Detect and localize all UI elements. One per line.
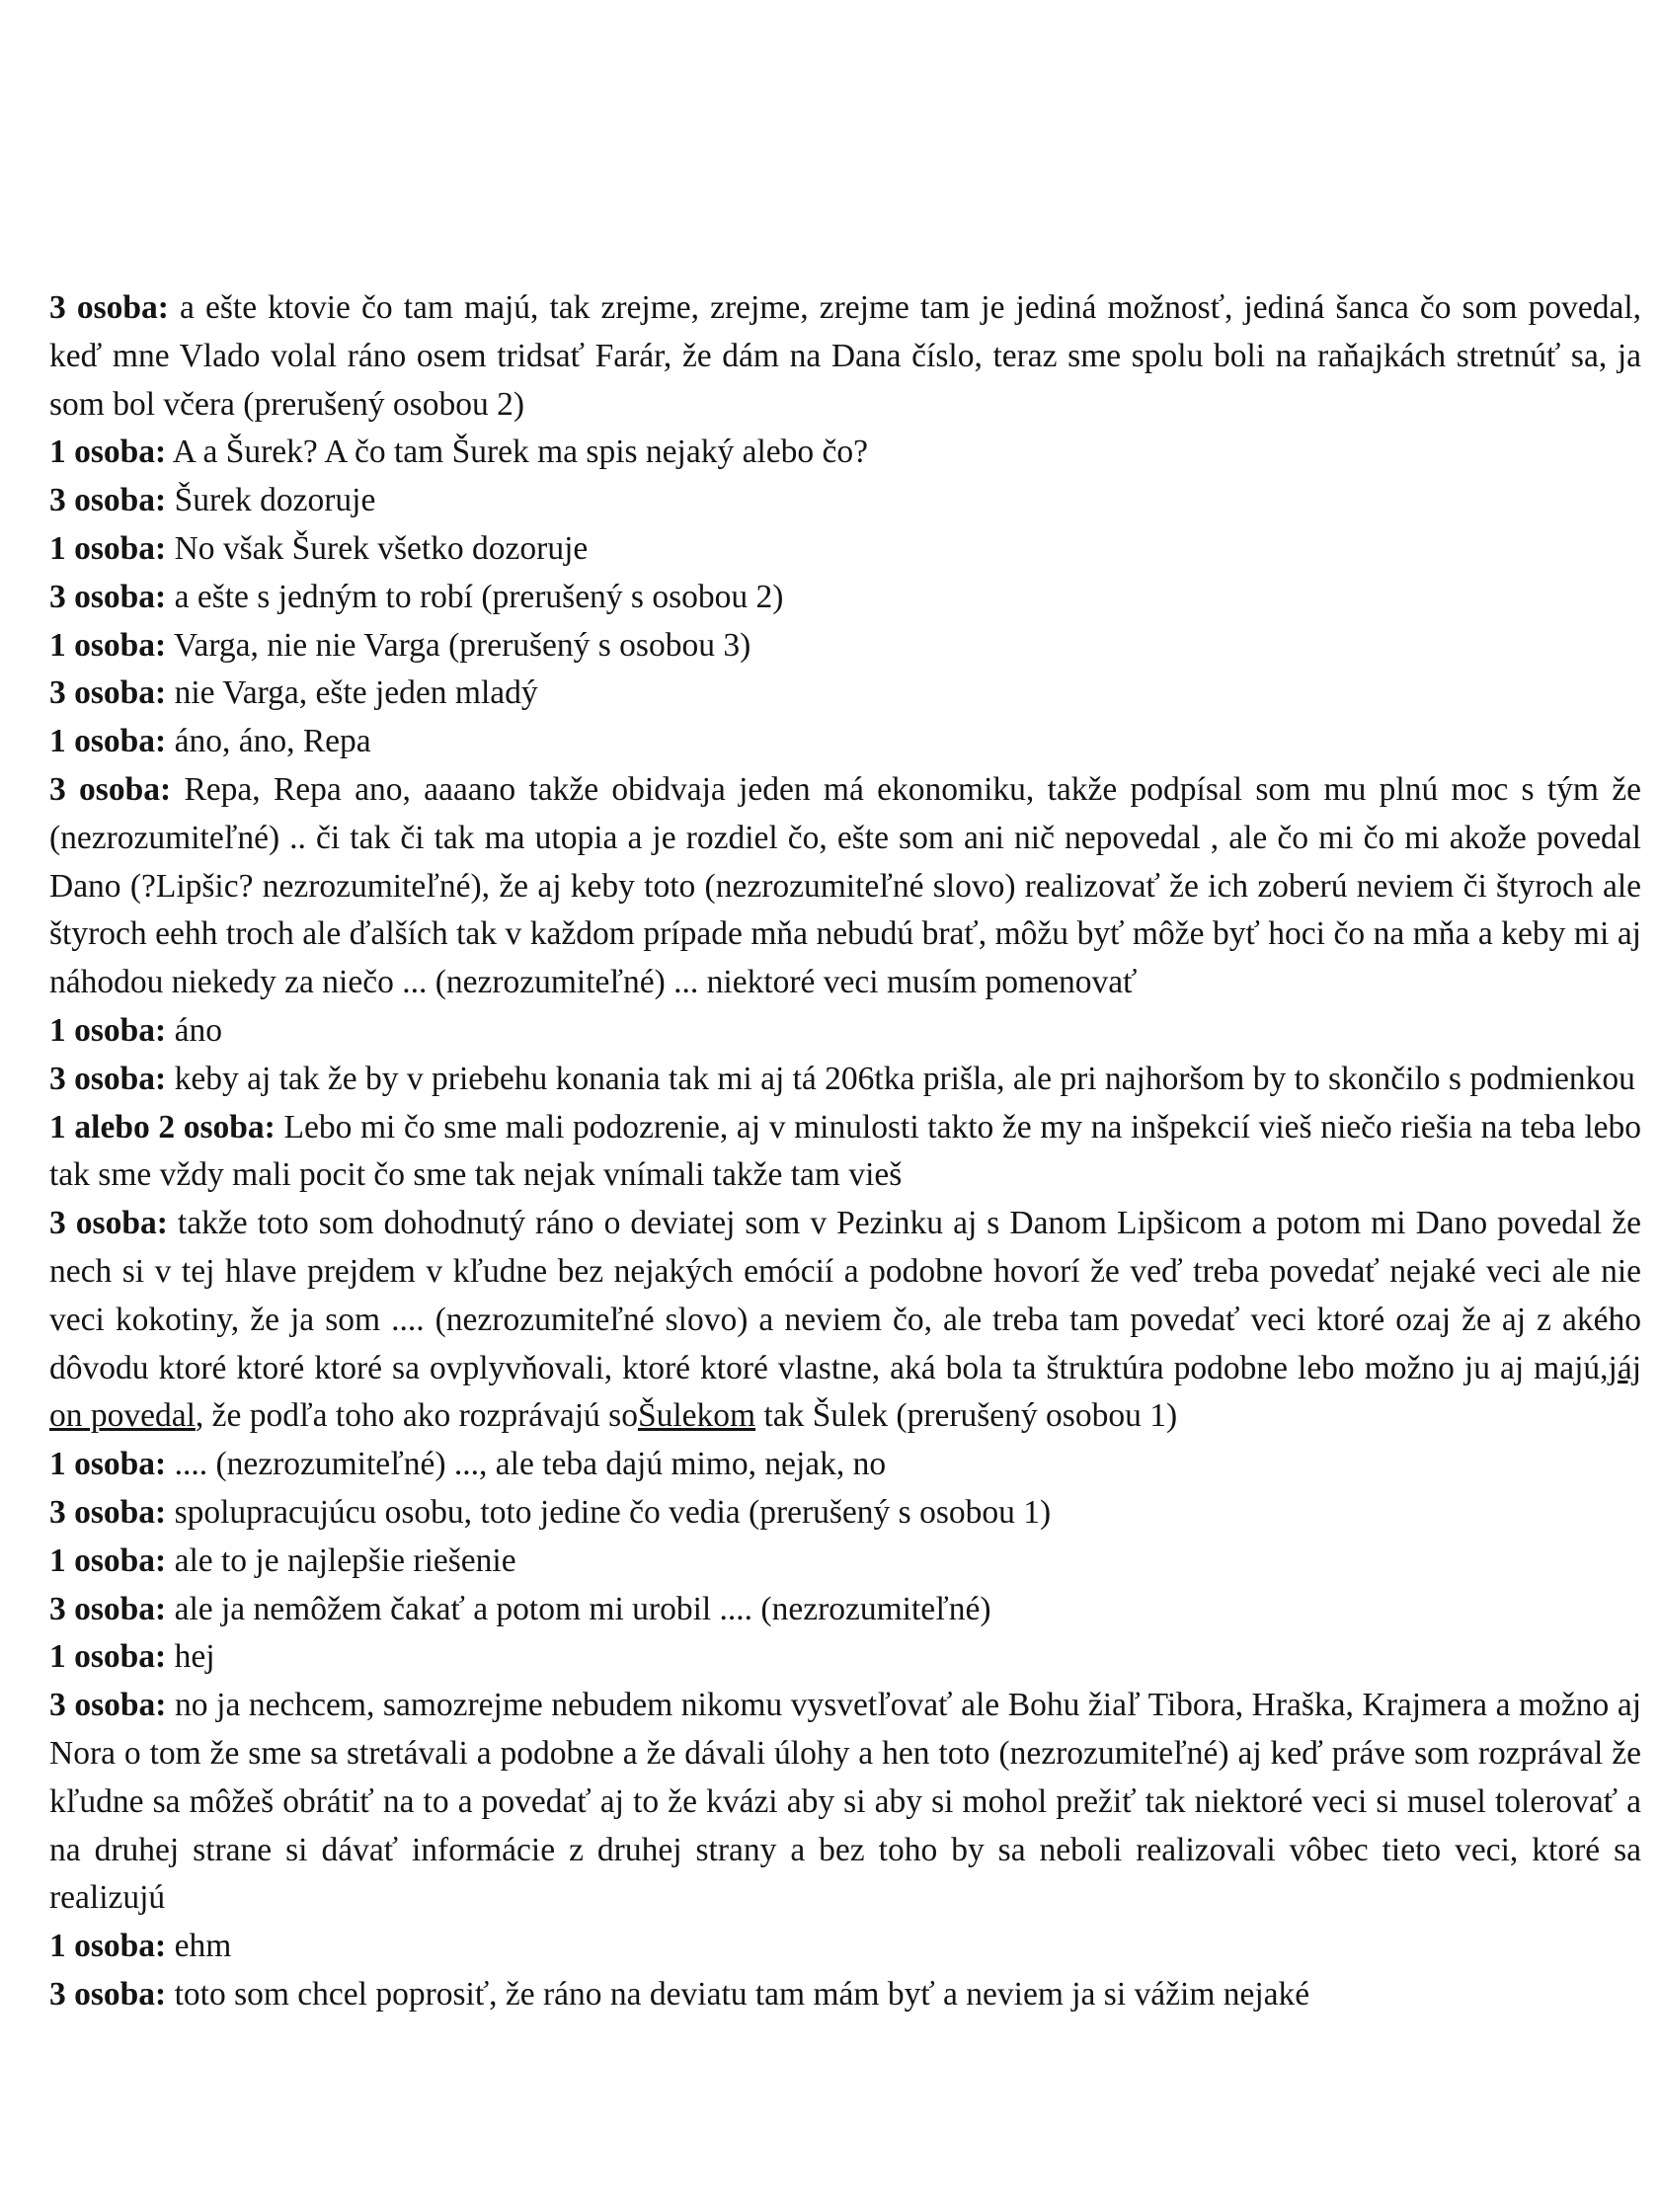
- speaker-label: 1 alebo 2 osoba:: [49, 1108, 276, 1146]
- transcript-turn: [49, 670, 1641, 718]
- utterance-text: hej: [174, 1638, 215, 1676]
- transcript-turn: [49, 1007, 1641, 1056]
- transcript-turn: [49, 1971, 1641, 2019]
- speaker-label: 3 osoba:: [49, 578, 167, 615]
- utterance-text: ale ja nemôžem čakať a potom mi urobil .... (nezrozumiteľné): [174, 1590, 991, 1627]
- utterance-text: nie Varga, ešte jeden mladý: [174, 674, 538, 712]
- speaker-label: 3 osoba:: [49, 1060, 167, 1097]
- utterance-text: Varga, nie nie Varga (prerušený s osobou 3): [173, 626, 751, 664]
- speaker-label: 1 osoba:: [49, 1541, 167, 1579]
- speaker-label: 3 osoba:: [49, 289, 169, 326]
- transcript-turn: [49, 718, 1641, 766]
- underlined-phrase: jáj on povedal: [49, 1349, 1641, 1435]
- transcript-turn: [49, 1538, 1641, 1586]
- transcript-turn: [49, 1682, 1641, 1923]
- speaker-label: 1 osoba:: [49, 626, 167, 664]
- transcript-turn: [49, 1441, 1641, 1489]
- speaker-label: 1 osoba:: [49, 1011, 167, 1049]
- transcript-turn: [49, 525, 1641, 574]
- speaker-label: 1 osoba:: [49, 1446, 167, 1483]
- speaker-label: 1 osoba:: [49, 723, 167, 760]
- transcript-turn: [49, 622, 1641, 671]
- speaker-label: 3 osoba:: [49, 1975, 167, 2013]
- utterance-text: takže toto som dohodnutý ráno o deviatej som v Pezinku aj s Danom Lipšicom a potom mi Dano povedal že nech si v tej hlave prejdem v kľudne bez nejakých emócií a podobne hovorí že veď treba povedať nejaké veci ale nie veci kokotiny, že ja som .... (nezrozumiteľné slovo) a neviem čo, ale treba tam povedať veci ktoré ozaj že aj z akého dôvodu ktoré ktoré ktoré sa ovplyvňovali, ktoré ktoré vlastne, aká bola ta štruktúra podobne lebo možno ju aj majú,: [49, 1205, 1642, 1386]
- utterance-text: a ešte s jedným to robí (prerušený s osobou 2): [174, 578, 784, 615]
- utterance-text: Repa, Repa ano, aaaano takže obidvaja jeden má ekonomiku, takže podpísal som mu plnú moc s tým že (nezrozumiteľné) .. či tak či tak ma utopia a je rozdiel čo, ešte som ani nič nepovedal , ale čo mi čo mi akože povedal Dano (?Lipšic? nezrozumiteľné), že aj keby toto (nezrozumiteľné slovo) realizovať že ich zoberú neviem či štyroch ale štyroch eehh troch ale ďalších tak v každom prípade mňa nebudú brať, môžu byť môže byť hoci čo na mňa a keby mi aj náhodou niekedy za niečo ... (nezrozumiteľné) ... niektoré veci musím pomenovať: [49, 770, 1641, 1001]
- speaker-label: 1 osoba:: [49, 529, 167, 567]
- utterance-text: no ja nechcem, samozrejme nebudem nikomu vysvetľovať ale Bohu žiaľ Tibora, Hraška, Krajmera a možno aj Nora o tom že sme sa stretávali a podobne a že dávali úlohy a hen toto (nezrozumiteľné) aj keď práve som rozprával že kľudne sa môžeš obrátiť na to a povedať aj to že kvázi aby si aby si mohol prežiť tak niektoré veci si musel tolerovať a na druhej strane si dávať informácie z druhej strany a bez toho by sa neboli realizovali vôbec tieto veci, ktoré sa realizujú: [49, 1687, 1642, 1917]
- utterance-text: áno: [174, 1011, 222, 1049]
- transcript-turn: [49, 1489, 1641, 1538]
- utterance-text: .... (nezrozumiteľné) ..., ale teba dajú mimo, nejak, no: [174, 1446, 887, 1483]
- transcript-turn: [49, 284, 1641, 429]
- transcript-page: [49, 284, 1641, 2019]
- speaker-label: 1 osoba:: [49, 1638, 167, 1676]
- speaker-label: 3 osoba:: [49, 1493, 167, 1531]
- transcript-turn: [49, 1586, 1641, 1634]
- utterance-text: a ešte ktovie čo tam majú, tak zrejme, zrejme, zrejme tam je jediná možnosť, jediná šanca čo som povedal, keď mne Vlado volal ráno osem tridsať Farár, že dám na Dana číslo, teraz sme spolu boli na raňajkách stretnúť sa, ja som bol včera (prerušený osobou 2): [49, 289, 1642, 423]
- speaker-label: 3 osoba:: [49, 770, 172, 808]
- utterance-text: toto som chcel poprosiť, že ráno na deviatu tam mám byť a neviem ja si vážim nejaké: [174, 1975, 1310, 2013]
- speaker-label: 3 osoba:: [49, 482, 167, 519]
- utterance-text: ehm: [174, 1928, 232, 1965]
- speaker-label: 1 osoba:: [49, 434, 167, 471]
- transcript-turn: [49, 1056, 1641, 1104]
- transcript-turn: [49, 1633, 1641, 1682]
- transcript-turn: [49, 1200, 1641, 1441]
- speaker-label: 3 osoba:: [49, 1590, 167, 1627]
- transcript-turn: [49, 1104, 1641, 1201]
- transcript-turn: [49, 429, 1641, 477]
- speaker-label: 3 osoba:: [49, 674, 167, 712]
- utterance-text: áno, áno, Repa: [174, 723, 371, 760]
- utterance-text: Šurek dozoruje: [174, 482, 376, 519]
- utterance-text: , že podľa toho ako rozprávajú so: [195, 1397, 638, 1435]
- speaker-label: 3 osoba:: [49, 1687, 167, 1724]
- utterance-text: tak Šulek (prerušený osobou 1): [763, 1397, 1178, 1435]
- utterance-text: No však Šurek všetko dozoruje: [174, 529, 589, 567]
- transcript-turn: [49, 1923, 1641, 1971]
- speaker-label: 3 osoba:: [49, 1205, 168, 1242]
- utterance-text: ale to je najlepšie riešenie: [174, 1541, 516, 1579]
- utterance-text: A a Šurek? A čo tam Šurek ma spis nejaký alebo čo?: [172, 434, 868, 471]
- utterance-text: Lebo mi čo sme mali podozrenie, aj v minulosti takto že my na inšpekcií vieš niečo riešia na teba lebo tak sme vždy mali pocit čo sme tak nejak vnímali takže tam vieš: [49, 1108, 1641, 1194]
- transcript-turn: [49, 477, 1641, 525]
- underlined-name: Šulekom: [637, 1397, 756, 1435]
- transcript-turn: [49, 766, 1641, 1007]
- transcript-turn: [49, 574, 1641, 622]
- utterance-text: keby aj tak že by v priebehu konania tak mi aj tá 206tka prišla, ale pri najhoršom by to skončilo s podmienkou: [174, 1060, 1635, 1097]
- utterance-text: spolupracujúcu osobu, toto jedine čo vedia (prerušený s osobou 1): [174, 1493, 1052, 1531]
- speaker-label: 1 osoba:: [49, 1928, 167, 1965]
